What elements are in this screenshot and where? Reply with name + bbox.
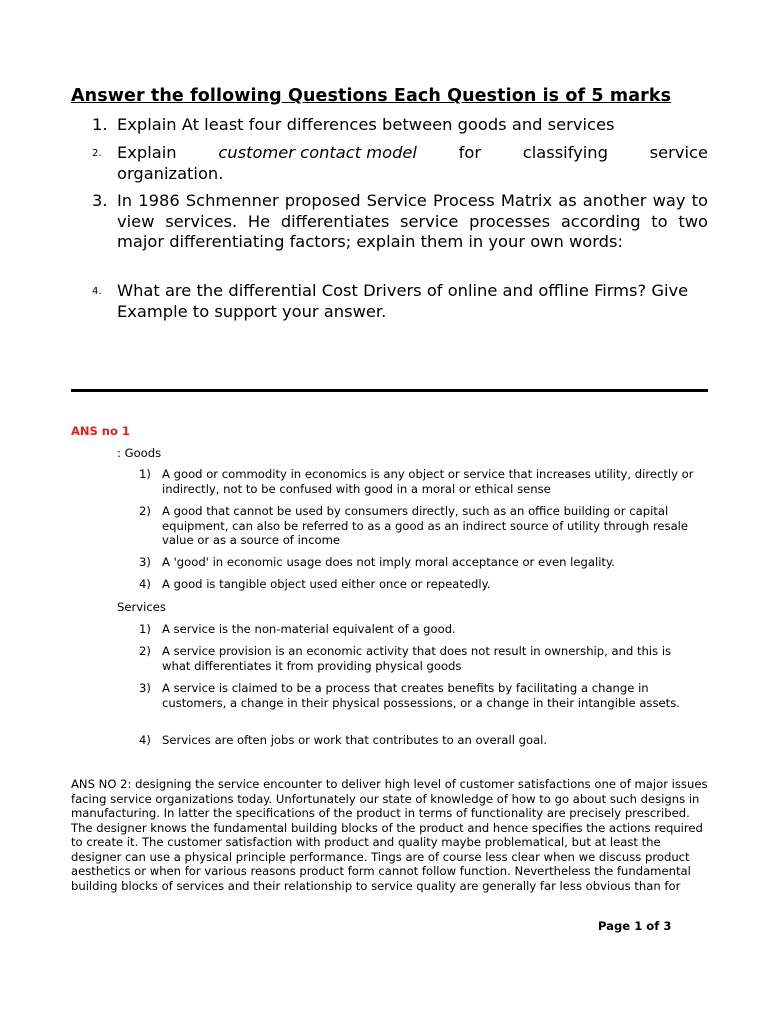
list-item-number: 2)	[139, 504, 151, 518]
list-item-text: A service is the non-material equivalent of a good.	[162, 622, 456, 636]
list-item-number: 1)	[139, 622, 151, 636]
question-text: What are the differential Cost Drivers of online and offline Firms? Give Example to support your answer.	[117, 281, 689, 321]
answer-1-label: ANS no 1	[71, 424, 130, 438]
list-item	[139, 577, 699, 592]
question-4	[92, 281, 708, 322]
question-word: service	[649, 143, 708, 162]
list-item-text: A good or commodity in economics is any object or service that increases utility, directly or indirectly, not to be confused with good in a moral or ethical sense	[162, 467, 694, 496]
list-item	[139, 467, 699, 496]
list-item-text: A 'good' in economic usage does not imply moral acceptance or even legality.	[162, 555, 615, 569]
list-item	[139, 681, 699, 710]
services-label: Services	[117, 600, 166, 614]
list-item-number: 3)	[139, 555, 151, 569]
list-item	[139, 504, 699, 548]
question-word: Explain	[117, 143, 177, 162]
list-item-text: A good that cannot be used by consumers directly, such as an office building or capital equipment, can also be referred to as a good as an indirect source of utility through resale value or as a source of income	[162, 504, 689, 547]
question-2	[92, 143, 708, 184]
question-word: for	[458, 143, 482, 162]
list-item	[139, 622, 699, 637]
list-item-text: A good is tangible object used either once or repeatedly.	[162, 577, 491, 591]
page-heading: Answer the following Questions Each Question is of 5 marks	[71, 86, 672, 106]
list-item	[139, 555, 699, 570]
question-text	[117, 143, 708, 184]
answer-2-paragraph: ANS NO 2: designing the service encounter to deliver high level of customer satisfactions one of major issues facing service organizations today. Unfortunately our state of knowledge of how to go about such designs in manufacturing. In latter the specifications of the product in terms of functionality are precisely prescribed. The designer knows the fundamental building blocks of the product and hence specifies the actions required to create it. The customer satisfaction with product and quality maybe problematical, but at least the designer can use a physical principle performance. Tings are of course less clear when we discuss product aesthetics or when for various reasons product form cannot follow function. Nevertheless the fundamental building blocks of services and their relationship to service quality are generally far less obvious than for	[71, 777, 708, 893]
list-item-number: 4)	[139, 577, 151, 591]
horizontal-divider	[71, 389, 708, 392]
question-3	[92, 191, 708, 253]
question-text: Explain At least four differences between goods and services	[117, 115, 615, 134]
question-number: 1.	[92, 115, 108, 134]
question-line-2: organization.	[117, 163, 224, 183]
question-emphasis: customer contact model	[218, 143, 417, 162]
list-item	[139, 733, 699, 748]
list-item	[139, 644, 699, 673]
question-word: classifying	[522, 143, 608, 162]
page-number: Page 1 of 3	[598, 919, 672, 933]
list-item-text: A service provision is an economic activity that does not result in ownership, and this is what differentiates it from providing physical goods	[162, 644, 672, 673]
question-1	[92, 115, 708, 136]
question-number: 3.	[92, 191, 108, 210]
question-number: 2.	[92, 148, 102, 159]
question-number: 4.	[92, 286, 102, 297]
goods-label: : Goods	[117, 446, 162, 460]
list-item-number: 1)	[139, 467, 151, 481]
list-item-number: 4)	[139, 733, 151, 747]
list-item-number: 3)	[139, 681, 151, 695]
list-item-number: 2)	[139, 644, 151, 658]
list-item-text: Services are often jobs or work that contributes to an overall goal.	[162, 733, 548, 747]
list-item-text: A service is claimed to be a process that creates benefits by facilitating a change in customers, a change in their physical possessions, or a change in their intangible assets.	[162, 681, 680, 710]
question-text: In 1986 Schmenner proposed Service Process Matrix as another way to view services. He differentiates service processes according to two major differentiating factors; explain them in your own words:	[117, 191, 708, 251]
